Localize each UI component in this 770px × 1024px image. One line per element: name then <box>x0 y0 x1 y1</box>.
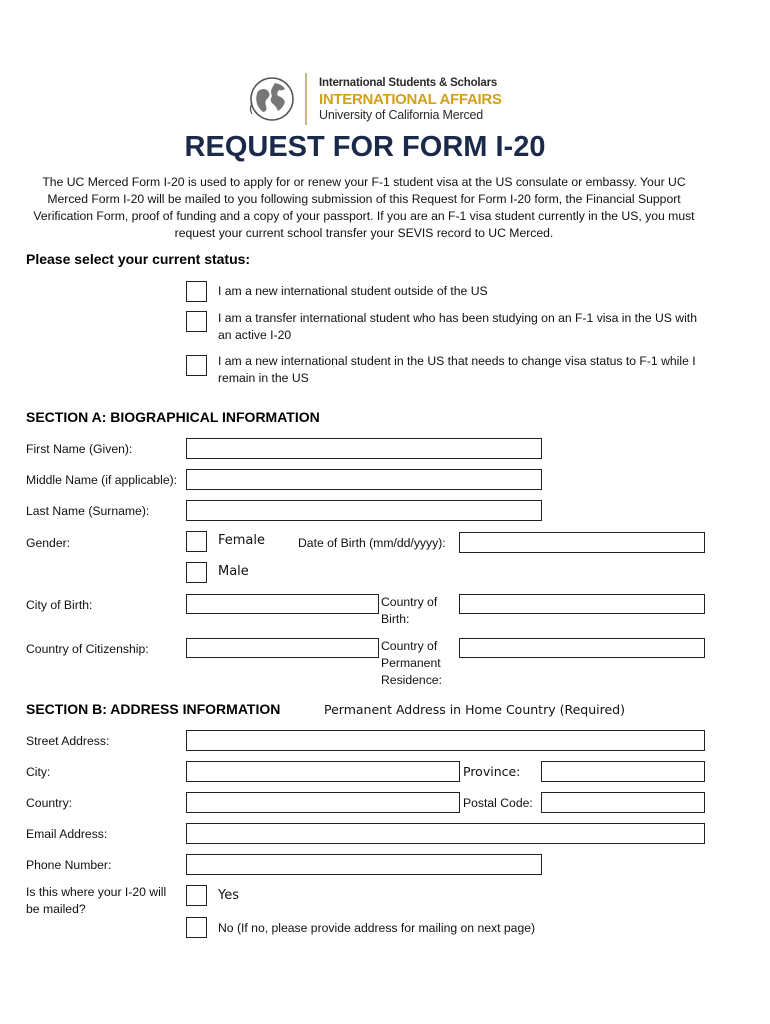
logo-divider <box>305 73 307 125</box>
last-name-field[interactable] <box>186 500 542 521</box>
postal-code-label: Postal Code: <box>463 796 533 810</box>
country-of-residence-label: Country of Permanent Residence: <box>381 639 442 687</box>
first-name-label: First Name (Given): <box>26 442 133 456</box>
page-title: REQUEST FOR FORM I-20 <box>184 131 546 163</box>
status-option-label: I am a transfer international student who has been studying on an F-1 visa in the US with an active I-20 <box>218 311 697 342</box>
email-field[interactable] <box>186 823 705 844</box>
gender-female-label: Female <box>218 533 266 548</box>
country-of-birth-label: Country of Birth: <box>381 595 438 626</box>
country-of-citizenship-label: Country of Citizenship: <box>26 642 149 656</box>
intro-paragraph: The UC Merced Form I-20 is used to apply for or renew your F-1 student visa at the US consulate or embassy. Your UC Merced Form I-20 will be mailed to you following submission of this Request for Form I-20 form, the Financial Support Verification Form, proof of funding and a copy of your passport. If you are an F-1 visa student currently in the US, you must request your current school transfer your SEVIS record to UC Merced. <box>33 175 695 240</box>
mailed-no-checkbox[interactable] <box>186 917 207 938</box>
last-name-label: Last Name (Surname): <box>26 504 150 518</box>
country-field[interactable] <box>186 792 460 813</box>
mailed-yes-checkbox[interactable] <box>186 885 207 906</box>
mailed-yes-label: Yes <box>218 888 239 903</box>
country-of-residence-field[interactable] <box>459 638 705 658</box>
logo-line-1: International Students & Scholars <box>319 77 498 89</box>
logo-line-2: INTERNATIONAL AFFAIRS <box>319 91 502 108</box>
email-label: Email Address: <box>26 827 108 841</box>
country-of-birth-field[interactable] <box>459 594 705 614</box>
city-label: City: <box>26 765 51 779</box>
mailed-no-label: No (If no, please provide address for mailing on next page) <box>218 921 536 935</box>
section-b-subheading: Permanent Address in Home Country (Required) <box>324 702 625 717</box>
mailed-question-label: Is this where your I-20 will be mailed? <box>26 885 167 916</box>
middle-name-field[interactable] <box>186 469 542 490</box>
first-name-field[interactable] <box>186 438 542 459</box>
country-of-citizenship-field[interactable] <box>186 638 379 658</box>
status-option-label: I am a new international student outside of the US <box>218 284 488 298</box>
city-field[interactable] <box>186 761 460 782</box>
gender-male-label: Male <box>218 564 249 579</box>
phone-field[interactable] <box>186 854 542 875</box>
status-heading: Please select your current status: <box>26 251 251 267</box>
province-label: Province: <box>463 764 521 779</box>
gender-label: Gender: <box>26 536 71 550</box>
section-a-heading: SECTION A: BIOGRAPHICAL INFORMATION <box>26 409 320 425</box>
section-b-heading: SECTION B: ADDRESS INFORMATION <box>26 701 281 717</box>
street-address-field[interactable] <box>186 730 705 751</box>
middle-name-label: Middle Name (if applicable): <box>26 473 178 487</box>
city-of-birth-field[interactable] <box>186 594 379 614</box>
globe-icon <box>248 73 296 125</box>
status-new-outside-checkbox[interactable] <box>186 281 207 302</box>
postal-code-field[interactable] <box>541 792 705 813</box>
province-field[interactable] <box>541 761 705 782</box>
phone-label: Phone Number: <box>26 858 112 872</box>
status-change-status-checkbox[interactable] <box>186 355 207 376</box>
street-address-label: Street Address: <box>26 734 110 748</box>
gender-female-checkbox[interactable] <box>186 531 207 552</box>
dob-label: Date of Birth (mm/dd/yyyy): <box>298 536 446 550</box>
status-option-label: I am a new international student in the US that needs to change visa status to F-1 while I remain in the US <box>218 354 696 385</box>
logo-line-3: University of California Merced <box>319 108 483 122</box>
gender-male-checkbox[interactable] <box>186 562 207 583</box>
dob-field[interactable] <box>459 532 705 553</box>
country-label: Country: <box>26 796 73 810</box>
city-of-birth-label: City of Birth: <box>26 598 93 612</box>
status-transfer-checkbox[interactable] <box>186 311 207 332</box>
